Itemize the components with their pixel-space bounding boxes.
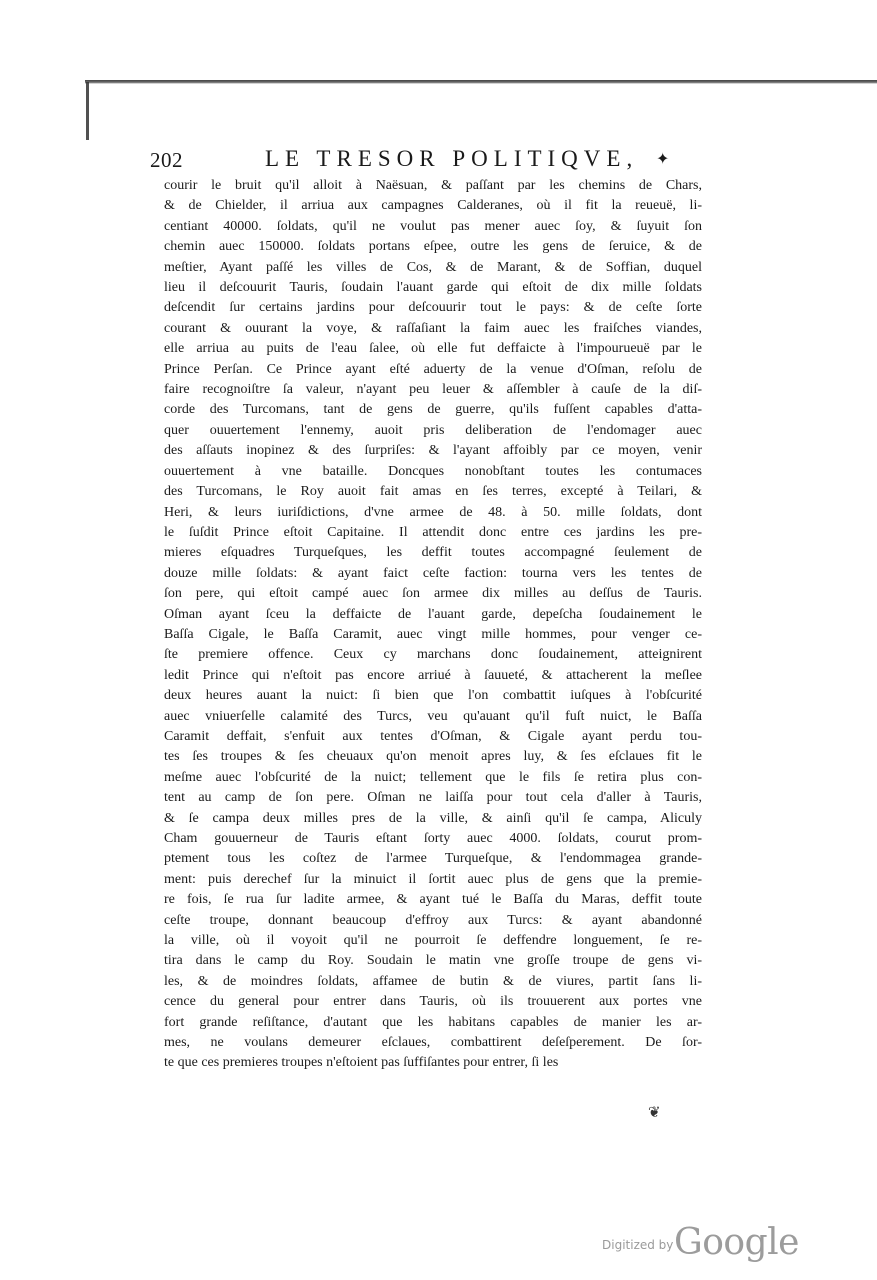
text-line: re fois, ſe rua ſur ladite armee, & ayant tué le Baſſa du Maras, deffit toute [164,892,702,908]
text-line: ptement tous les coſtez de l'armee Turqueſque, & l'endommagea grande- [164,851,702,867]
text-line: & de Chielder, il arriua aux campagnes Calderanes, où il fit la reueuë, li- [164,198,702,214]
text-line: mes, ne voulans demeurer eſclaues, combattirent deſeſperement. De ſor- [164,1035,702,1051]
text-line: la ville, où il voyoit qu'il ne pourroit ſe deffendre longuement, ſe re- [164,933,702,949]
body-text [150,176,720,1074]
scan-edge-top [85,80,877,84]
text-line: tent au camp de ſon pere. Oſman ne laiſſa pour tout cela d'aller à Tauris, [164,790,702,806]
text-line: tira dans le camp du Roy. Soudain le matin vne groſſe troupe de gens vi- [164,953,702,969]
text-line: te que ces premieres troupes n'eſtoient pas ſuffiſantes pour entrer, ſi les [164,1055,559,1071]
digitized-label: Digitized by [602,1238,674,1252]
google-logo: Google [674,1222,799,1263]
header-ornament-icon: ✦ [656,151,670,168]
text-line: deux heures auant la nuict: ſi bien que l'on combattit iuſques à l'obſcurité [164,688,702,704]
text-line: ſte premiere offence. Ceux cy marchans donc ſoudainement, atteignirent [164,647,702,663]
text-line: mieres eſquadres Turqueſques, les deffit toutes accompagné ſeulement de [164,545,702,561]
text-line: Prince Perſan. Ce Prince ayant eſté aduerty de la venue d'Oſman, reſolu de [164,361,702,377]
scan-edge-left [86,82,89,140]
digitized-watermark [602,1222,872,1272]
text-line: courir le bruit qu'il alloit à Naësuan, & paſſant par les chemins de Chars, [164,178,702,193]
text-line: des aſſauts inopinez & des ſurpriſes: & l'ayant affoibly par ce moyen, venir [164,443,702,459]
text-line: des Turcomans, le Roy auoit fait amas en ſes terres, excepté à Teilari, & [164,484,702,500]
text-line: meſtier, Ayant paſſé les villes de Cos, & de Marant, & de Soffian, duquel [164,259,702,275]
text-line: deſcendit ſur certains jardins pour deſcouurir tout le pays: & de ceſte ſorte [164,300,702,316]
text-line: elle arriua au puits de l'eau ſalee, où elle fut deffaicte à l'impourueuë par le [164,341,702,357]
text-line: Oſman ayant ſceu la deffaicte de l'auant garde, depeſcha ſoudainement le [164,606,702,622]
text-line: faire recognoiſtre ſa valeur, n'ayant peu leuer & aſſembler à cauſe de la diſ- [164,382,702,398]
text-line: ceſte troupe, donnant beaucoup d'effroy aux Turcs: & ayant abandonné [164,912,702,928]
text-line: corde des Turcomans, tant de gens de guerre, qu'ils fuſſent capables d'atta- [164,402,702,418]
page-header [150,140,720,176]
text-line: courant & ouurant la voye, & raſſaſiant la faim auec les fraiſches viandes, [164,320,702,336]
book-page [150,140,720,1074]
text-line: fort grande reſiſtance, d'autant que les habitans capables de manier les ar- [164,1014,702,1030]
text-line: & ſe campa deux milles pres de la ville, & ainſi qu'il ſe campa, Aliculy [164,810,702,826]
text-line: ſon pere, qui eſtoit campé auec ſon armee dix milles au deſſus de Tauris. [164,586,702,602]
text-line: auec vniuerſelle calamité des Turcs, veu qu'auant qu'il fuſt nuict, le Baſſa [164,708,702,724]
running-title: LE TRESOR POLITIQVE, [265,146,639,171]
text-line: Cham gouuerneur de Tauris eſtant ſorty auec 4000. ſoldats, courut prom- [164,831,702,846]
text-line: tes ſes troupes & ſes cheuaux qu'on menoit apres luy, & ſes eſclaues fit le [164,749,702,765]
text-line: quer ouuertement l'ennemy, auoit pris deliberation de l'endomager auec [164,422,702,438]
text-line: douze mille ſoldats: & ayant faict ceſte faction: tourna vers les tentes de [164,565,702,581]
text-line: Caramit deffait, s'enfuit aux tentes d'Oſman, & Cigale ayant perdu tou- [164,728,702,744]
text-line: le ſuſdit Prince eſtoit Capitaine. Il attendit donc entre ces jardins les pre- [164,524,702,540]
text-line: ledit Prince qui n'eſtoit pas encore arriué à ſauueté, & attacherent la meſlee [164,667,702,683]
text-line: chemin auec 150000. ſoldats portans eſpee, outre les gens de ſeruice, & de [164,239,702,255]
text-line: ment: puis derechef ſur la minuict il ſortit auec plus de gens que la premie- [164,871,702,887]
text-line: Heri, & leurs iuriſdictions, d'vne armee de 48. à 50. mille ſoldats, dont [164,504,702,520]
text-line: lieu il deſcouurit Tauris, ſoudain l'auant garde qui eſtoit de dix mille ſoldats [164,280,702,296]
page-number: 202 [150,148,183,172]
ink-smudge-icon: ❦ [648,1105,661,1121]
text-line: ouuertement à vne bataille. Doncques nonobſtant toutes les contumaces [164,463,702,479]
text-line: centiant 40000. ſoldats, qu'il ne voulut pas mener auec ſoy, & ſuyuit ſon [164,218,702,234]
text-line: cence du general pour entrer dans Tauris, où ils trouuerent aux portes vne [164,994,702,1010]
text-line: Baſſa Cigale, le Baſſa Caramit, auec vingt mille hommes, pour venger ce- [164,626,702,642]
text-line: les, & de moindres ſoldats, affamee de butin & de viures, partit ſans li- [164,973,702,989]
text-line: meſme auec l'obſcurité de la nuict; tellement que le fils ſe retira plus con- [164,769,702,785]
